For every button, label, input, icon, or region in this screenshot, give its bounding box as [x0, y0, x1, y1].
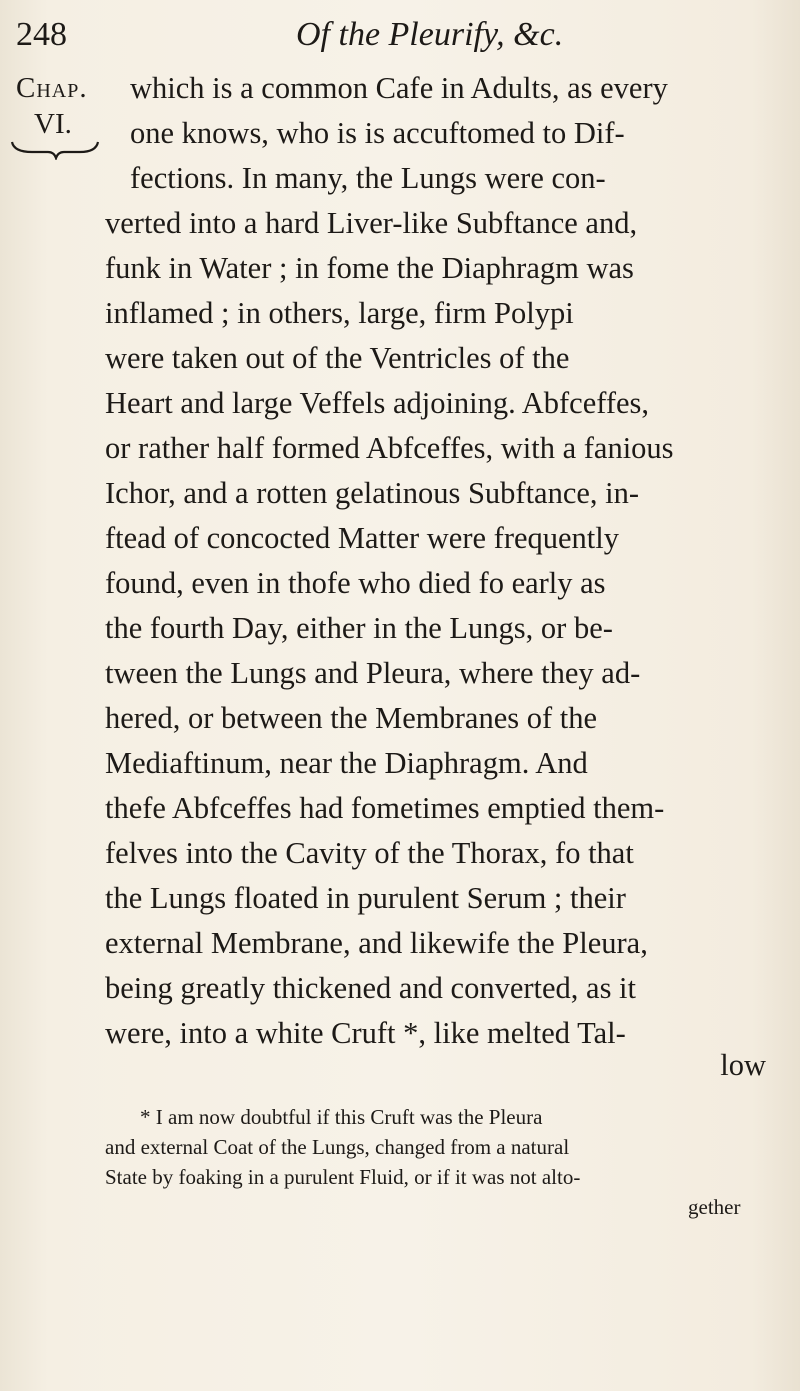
text-line: being greatly thickened and converted, as it [105, 971, 637, 1005]
text-line: one knows, who is is accuftomed to Dif- [130, 116, 625, 150]
text-line: funk in Water ; in fome the Diaphragm was [105, 251, 634, 285]
text-line: ftead of concocted Matter were frequently [105, 521, 620, 555]
text-line: felves into the Cavity of the Thorax, fo that [105, 836, 634, 870]
page-number: 248 [16, 16, 67, 53]
brace-icon [10, 140, 100, 160]
text-line: inflamed ; in others, large, firm Polypi [105, 296, 574, 330]
footnote-line: * I am now doubtful if this Cruft was the Pleura [140, 1105, 543, 1129]
chapter-label: Chap. [16, 72, 88, 104]
chapter-marker [16, 70, 116, 142]
text-line: Ichor, and a rotten gelatinous Subftance, in- [105, 476, 640, 510]
catchword: low [720, 1048, 766, 1082]
text-line: external Membrane, and likewife the Pleura, [105, 926, 648, 960]
text-line: the Lungs floated in purulent Serum ; their [105, 881, 626, 915]
footnote-line: and external Coat of the Lungs, changed from a natural [105, 1135, 570, 1159]
text-line: which is a common Cafe in Adults, as every [130, 71, 668, 105]
text-line: hered, or between the Membranes of the [105, 701, 598, 735]
running-title: Of the Pleurify, &c. [296, 16, 564, 53]
footnote-line: State by foaking in a purulent Fluid, or if it was not alto- [105, 1165, 581, 1189]
text-line: the fourth Day, either in the Lungs, or be- [105, 611, 613, 645]
footnote-line: gether [688, 1195, 741, 1219]
text-line: fections. In many, the Lungs were con- [130, 161, 606, 195]
text-line: found, even in thofe who died fo early as [105, 566, 606, 600]
text-line: tween the Lungs and Pleura, where they ad- [105, 656, 641, 690]
text-line: were, into a white Cruft *, like melted Tal- [105, 1016, 626, 1050]
text-line: Heart and large Veffels adjoining. Abfceffes, [105, 386, 650, 420]
text-line: verted into a hard Liver-like Subftance and, [105, 206, 638, 240]
text-line: or rather half formed Abfceffes, with a fanious [105, 431, 674, 465]
text-line: thefe Abfceffes had fometimes emptied them- [105, 791, 665, 825]
page-header [16, 14, 756, 64]
text-line: were taken out of the Ventricles of the [105, 341, 570, 375]
chapter-number: VI. [34, 108, 72, 140]
text-line: Mediaftinum, near the Diaphragm. And [105, 746, 588, 780]
